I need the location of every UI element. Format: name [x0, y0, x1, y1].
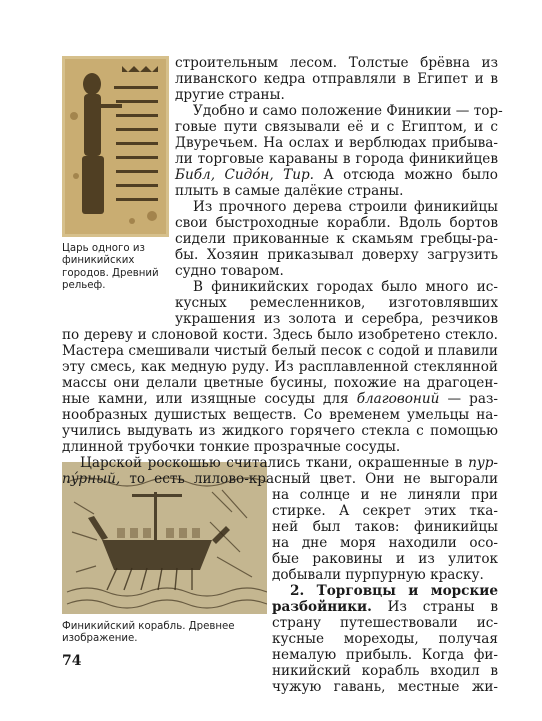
text-line: стирке. А секрет этих тка-	[272, 503, 498, 519]
section-heading: 2. Торговцы и морские	[290, 583, 498, 599]
text-line: Царской роскошью считались ткани, окрашенные в пур-	[80, 455, 498, 471]
text-line: длинной трубочки тонкие прозрачные сосуды.	[62, 439, 401, 455]
text-line: добывали пурпурную краску.	[272, 567, 484, 583]
text-line: страну путешествовали ис-	[272, 615, 498, 631]
text-line: кусных ремесленников, изготовлявших	[175, 295, 498, 311]
text-line: никийский корабль входил в	[272, 663, 498, 679]
text-line: ливанского кедра отправляли в Египет и в	[175, 71, 498, 87]
text-line: разбойники. Из страны в	[272, 599, 498, 615]
term-purpurnyi-end: пýрный,	[62, 471, 121, 487]
text-line: эту смесь, как медную руду. Из расплавленной стеклянной	[62, 359, 498, 375]
text-line: свои быстроходные корабли. Вдоль бортов	[175, 215, 498, 231]
text-line: В финикийских городах было много ис-	[193, 279, 498, 295]
text-line: на дне моря находили осо-	[272, 535, 498, 551]
ship-caption: Финикийский корабль. Древнее изображение.	[62, 621, 235, 645]
text-line: ней был таков: финикийцы	[272, 519, 498, 535]
text-line: другие страны.	[175, 87, 285, 103]
king-relief-illustration	[62, 56, 169, 237]
text-line: судно товаром.	[175, 263, 284, 279]
text-line: Мастера смешивали чистый белый песок с содой и плавили	[62, 343, 498, 359]
term-blagovoniy: благовоний	[356, 391, 440, 407]
text-line: учились выдувать из жидкого горячего стекла с помощью	[62, 423, 498, 439]
text-line: бы. Хозяин приказывал доверху загрузить	[175, 247, 498, 263]
text-line: Двуречьем. На ослах и верблюдах прибыва-	[175, 135, 498, 151]
text-line: нообразных душистых веществ. Со временем умельцы на-	[62, 407, 498, 423]
text-line: массы они делали цветные бусины, похожие на драгоцен-	[62, 375, 498, 391]
text-line: сидели прикованные к скамьям гребцы-ра-	[175, 231, 498, 247]
text-line: ли торговые караваны в города финикийцев	[175, 151, 498, 167]
page-number: 74	[62, 653, 82, 669]
text-line: Библ, Сидóн, Тир. А отсюда можно было	[175, 167, 498, 183]
text-line: чужую гавань, местные жи-	[272, 679, 498, 695]
text-line: на солнце и не линяли при	[272, 487, 498, 503]
text-line: ные камни, или изящные сосуды для благовоний — раз-	[62, 391, 498, 407]
relief-caption: Царь одного из финикийских городов. Древний рельеф.	[62, 243, 159, 292]
text-line: плыть в самые далёкие страны.	[175, 183, 404, 199]
text-line: говые пути связывали её и с Египтом, и с	[175, 119, 498, 135]
text-line: по дереву и слоновой кости. Здесь было изобретено стекло.	[62, 327, 498, 343]
section-heading-line	[290, 583, 498, 599]
text-line: украшения из золота и серебра, резчиков	[175, 311, 498, 327]
text-line: строительным лесом. Толстые брёвна из	[175, 55, 498, 71]
text-line: Из прочного дерева строили финикийцы	[193, 199, 498, 215]
text-line: пýрный, то есть лилово-красный цвет. Они не выгорали	[62, 471, 498, 487]
king-relief-image	[62, 56, 169, 237]
term-purpurnyi: пур-	[468, 455, 498, 471]
section-heading-end: разбойники.	[272, 599, 372, 615]
text-line: кусные мореходы, получая	[272, 631, 498, 647]
text-line: бые раковины и из улиток	[272, 551, 498, 567]
text-line: немалую прибыль. Когда фи-	[272, 647, 498, 663]
city-names: Библ, Сидóн, Тир.	[175, 167, 314, 183]
text-line: Удобно и само положение Финикии — тор-	[193, 103, 503, 119]
